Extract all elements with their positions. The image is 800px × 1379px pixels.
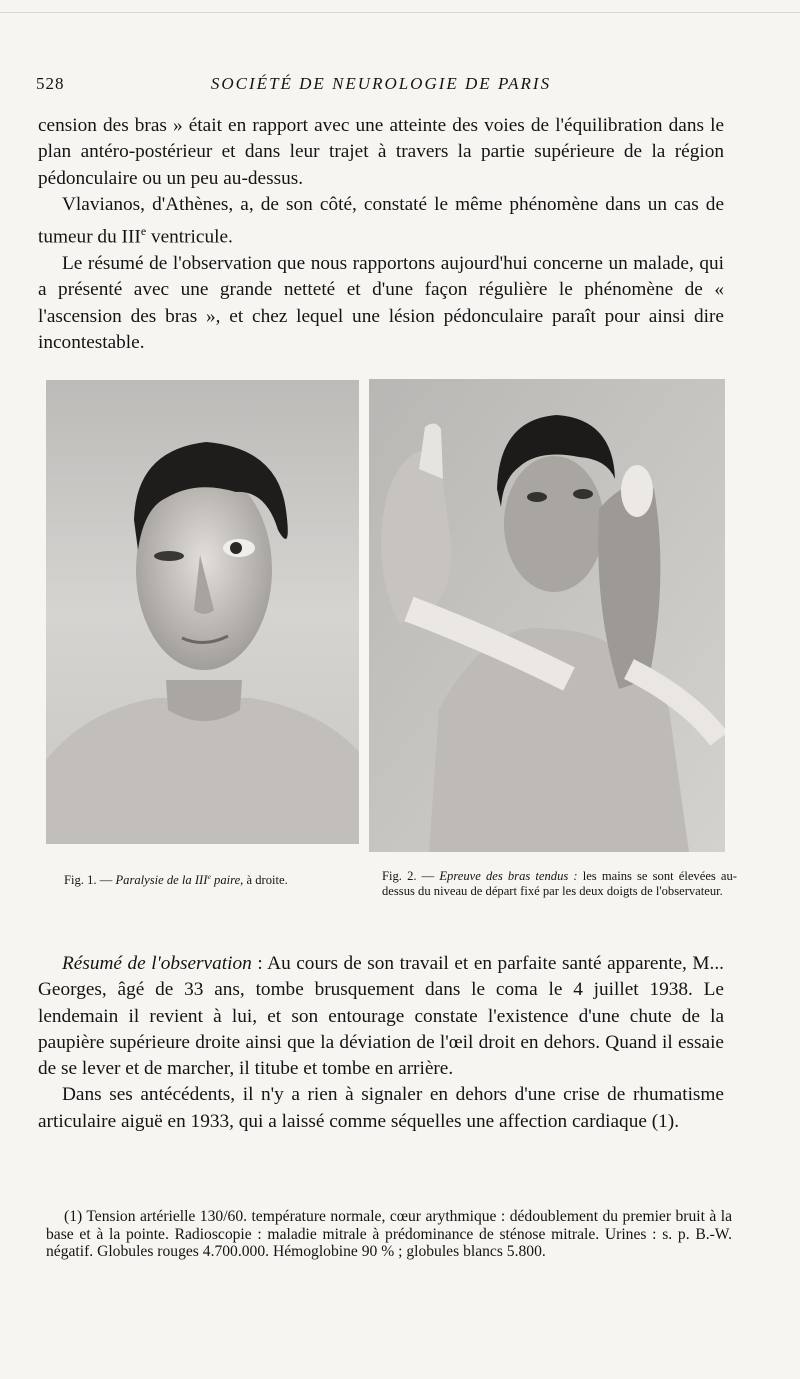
page-number: 528 bbox=[36, 74, 65, 93]
summary-second-paragraph: Dans ses antécédents, il n'y a rien à signaler en dehors d'une crise de rhumatisme articulaire aiguë en 1933, qui a laissé comme séquelles une affection cardiaque (1). bbox=[38, 1084, 724, 1132]
top-edge-rule bbox=[0, 12, 800, 13]
intro-paragraph: cension des bras » était en rapport avec une atteinte des voies de l'équilibration dans le plan antéro-postérieur et dans leur trajet à travers la partie supérieure de la région pédonculaire ou un peu au-dessus. bbox=[38, 115, 724, 189]
intro-paragraph: Vlavianos, d'Athènes, a, de son côté, constaté le même phénomène dans un cas de tumeur du IIIe ventricule. bbox=[38, 193, 724, 248]
figure-2-caption bbox=[382, 869, 737, 899]
intro-text bbox=[38, 113, 724, 356]
figure-1-photo bbox=[46, 380, 359, 844]
figure-1-label: Fig. 1. — bbox=[64, 873, 113, 888]
footnote: (1) Tension artérielle 130/60. température normale, cœur arythmique : dédoublement du premier bruit à la base et à la pointe. Radioscopie : maladie mitrale à prédominance de sténose mitrale. Urines : s. p. B.-W. négatif. Globules rouges 4.700.000. Hémoglobine 90 % ; globules blancs 5.800. bbox=[46, 1208, 732, 1261]
figure-2-caption-rest: les mains se sont élevées au-dessus du niveau de départ fixé par les deux doigts de l'observateur. bbox=[382, 869, 738, 898]
summary-heading: Résumé de l'observation bbox=[62, 953, 252, 974]
figure-1-caption-rest: à droite. bbox=[246, 873, 288, 888]
figure-2-caption-italic: Epreuve des bras tendus : bbox=[439, 869, 578, 883]
summary-paragraph bbox=[38, 951, 724, 1082]
figure-1-caption bbox=[64, 869, 364, 888]
figure-2-label: Fig. 2. — bbox=[382, 869, 435, 883]
figure-2-photo bbox=[369, 379, 725, 852]
figure-1-caption-italic: Paralysie de la IIIe paire, bbox=[115, 872, 244, 888]
intro-paragraph: Le résumé de l'observation que nous rapportons aujourd'hui concerne un malade, qui a présenté avec une grande netteté et d'une façon régulière le phénomène de « l'ascension des bras », et chez lequel une lésion pédonculaire paraît pour ainsi dire incontestable. bbox=[38, 252, 724, 353]
summary-first-paragraph: : Au cours de son travail et en parfaite santé apparente, M... Georges, âgé de 33 ans, tombe brusquement dans le coma le 4 juillet 1938. Le lendemain il revient à lui, et son entourage constate l'existence d'une chute de la paupière supérieure droite ainsi que la déviation de l'œil droit en dehors. Quand il essaie de se lever et de marcher, il titube et tombe en arrière. bbox=[38, 953, 725, 1080]
summary-text bbox=[38, 951, 724, 1135]
running-head bbox=[36, 74, 726, 96]
journal-title: SOCIÉTÉ DE NEUROLOGIE DE PARIS bbox=[210, 74, 552, 93]
